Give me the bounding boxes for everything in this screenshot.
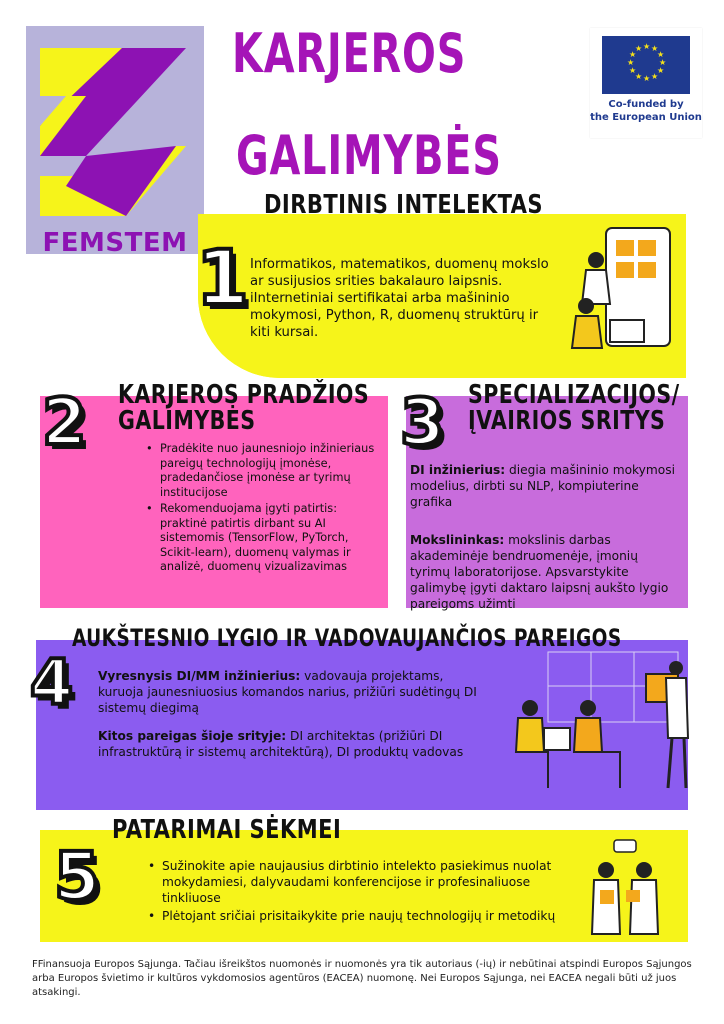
list-item: • Rekomenduojama įgyti patirtis: praktinė patirtis dirbant su AI sistemomis (TensorFlow, PyTorch, Scikit-learn), duomenų valymas ir analizė, duomenų vizualizavimas [146,502,376,575]
section4-heading: AUKŠTESNIO LYGIO IR VADOVAUJANČIOS PAREIGOS [72,624,622,652]
team-meeting-illustration [508,648,692,798]
eu-caption: Co-funded by the European Union [590,99,702,123]
lightning-logo-icon [26,26,204,254]
svg-text:★: ★ [635,72,643,81]
section1-heading: DIRBTINIS INTELEKTAS [264,190,543,220]
svg-text:★: ★ [627,58,635,67]
list-item: • Sužinokite apie naujausius dirbtinio intelekto pasiekimus nuolat mokydamiesi, dalyvaudami konferencijose ir profesinaliuose tinkliuose [148,858,578,906]
femstem-logo [26,26,204,258]
two-people-chatting-illustration [586,836,666,936]
svg-text:★: ★ [659,58,667,67]
section2-heading: KARJEROS PRADŽIOS GALIMYBĖS [118,380,370,436]
page-title-line1: KARJEROS [232,22,467,85]
section3-paragraph-engineer: DI inžinierius: diegia mašininio mokymosi modelius, dirbti su NLP, kompiuterine grafika [410,463,675,509]
list-item: • Plėtojant sričiai prisitaikykite prie naujų technologijų ir metodikų [148,908,578,924]
footer-disclaimer: FFinansuoja Europos Sąjunga. Tačiau išreikštos nuomonės ir nuomonės yra tik autoriaus (-ių) ir nebūtinai atspindi Europos Sąjungos arba Europos švietimo ir kultūros vykdomosios agentūros (EACEA) nuomonę. Nei Europos Sąjunga, nei EACEA negali būti už juos atsakingi. [32,959,692,998]
svg-text:★: ★ [651,72,659,81]
section3-number: 3 [400,386,445,460]
list-item: • Pradėkite nuo jaunesniojo inžinieriaus pareigų technologijų įmonėse, pradedančiose įmonėse ar tyrimų institucijose [146,442,376,500]
svg-text:★: ★ [629,66,637,75]
svg-text:★: ★ [657,66,665,75]
section5-list [148,858,578,926]
section4-paragraph-senior: Vyresnysis DI/MM inžinierius: vadovauja projektams, kuruoja jaunesniuosius komandos narius, prižiūri sudėtingų DI sistemų diegimą [98,669,477,715]
section2-list [146,442,376,577]
section1-text: Informatikos, matematikos, duomenų mokslo ar susijusios srities bakalauro laipsnis. iInternetiniai sertifikatai arba mašininio mokymosi, Python, R, duomenų struktūrų ir kiti kursai. [250,257,549,340]
section3-paragraph-scientist: Mokslininkas: mokslinis darbas akademinėje bendruomenėje, įmonių tyrimų laboratorijose. Apsvarstykite galimybę įgyti daktaro laipsnį aukšto lygio pareigoms užimti [410,533,669,611]
eu-flag-icon [602,36,690,94]
eu-cofunded-badge [590,28,702,138]
svg-text:★: ★ [651,44,659,53]
team-puzzle-illustration [566,224,676,354]
logo-text: FEMSTEM [42,228,188,258]
page-title-line2: GALIMYBĖS [236,124,502,187]
svg-text:★: ★ [643,74,651,83]
section4-number: 4 [30,646,74,719]
section5-heading: PATARIMAI SĖKMEI [112,815,342,845]
svg-text:★: ★ [657,50,665,59]
section3-heading: SPECIALIZACIJOS/ ĮVAIRIOS SRITYS [468,380,680,436]
section2-number: 2 [42,386,87,460]
svg-text:★: ★ [629,50,637,59]
section5-number: 5 [54,838,100,915]
section1-number: 1 [196,233,249,322]
svg-text:★: ★ [643,42,651,51]
svg-text:★: ★ [635,44,643,53]
section4-paragraph-other: Kitos pareigas šioje srityje: DI architektas (prižiūri DI infrastruktūrą ir sistemų architektūrą), DI produktų vadovas [98,729,464,759]
